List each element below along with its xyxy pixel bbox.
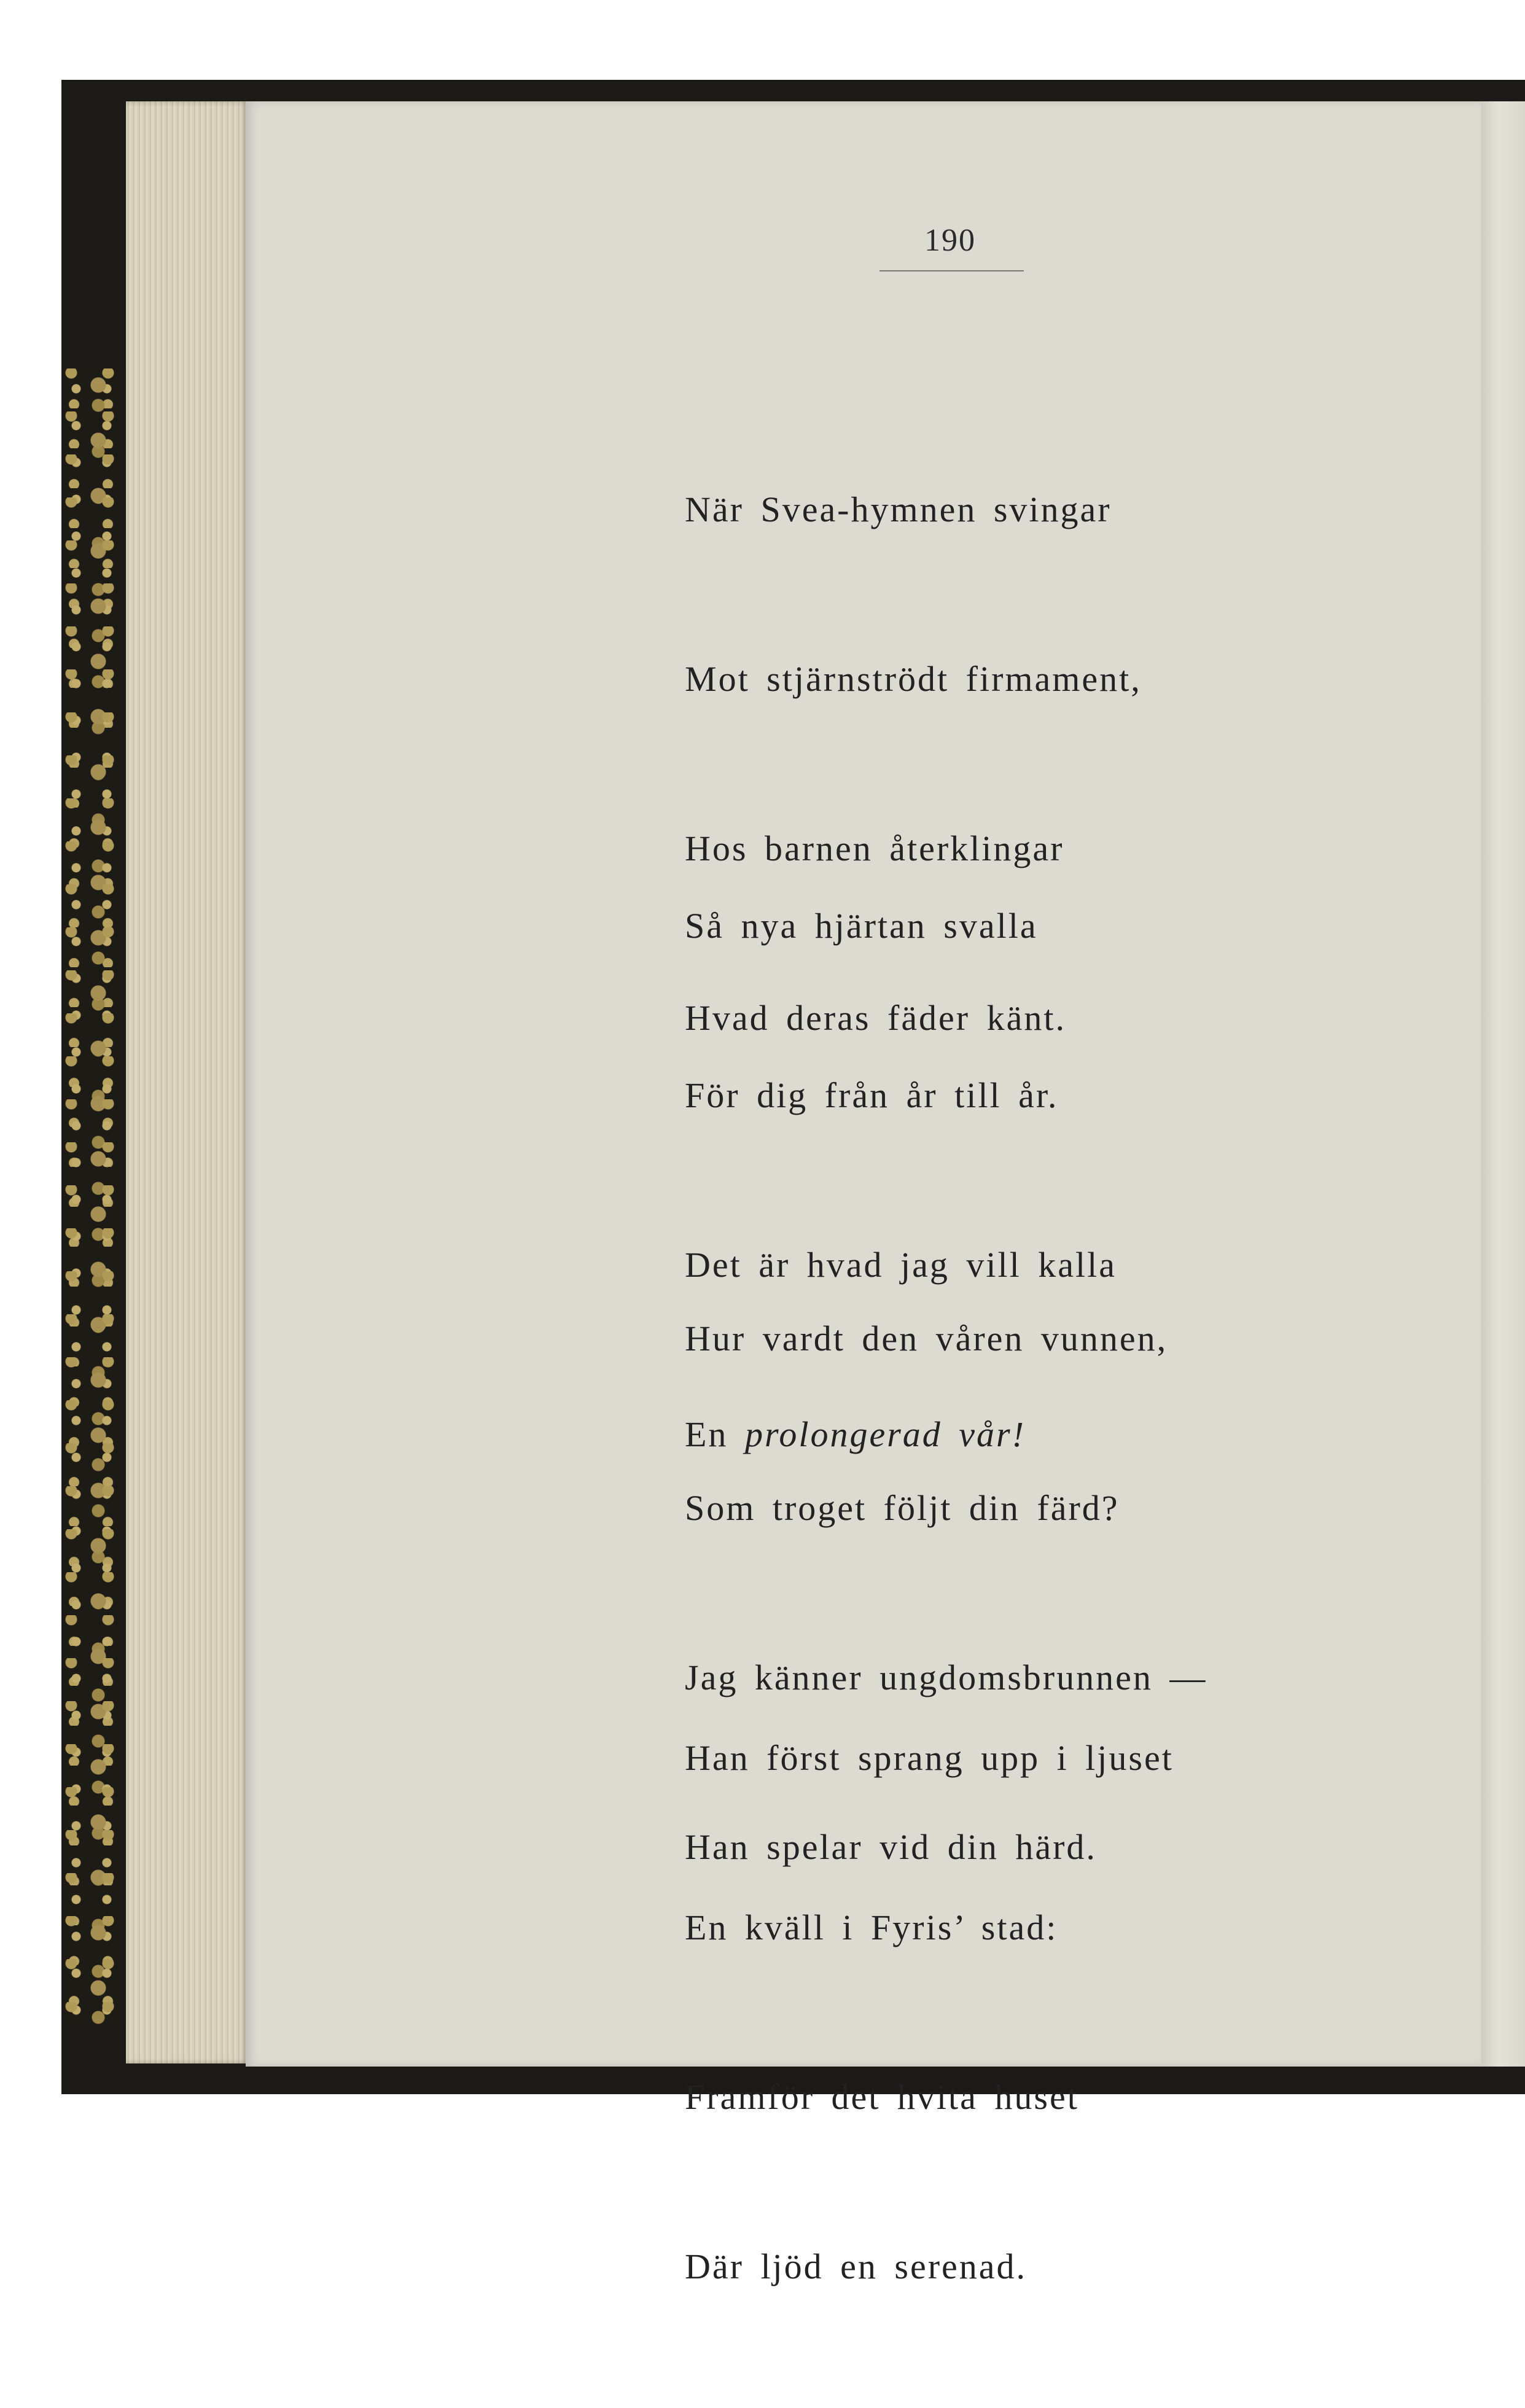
verse-italic-emphasis: prolongerad vår!: [744, 1414, 1026, 1454]
verse-line: Så nya hjärtan svalla: [685, 906, 1038, 946]
verse-line: Hur vardt den våren vunnen,: [685, 1319, 1168, 1358]
marbled-edge: [64, 368, 131, 2027]
stanza-4: [685, 1617, 1174, 2408]
verse-line: Där ljöd en serenad.: [685, 2246, 1028, 2286]
verse-line: En kväll i Fyris’ stad:: [685, 1907, 1058, 1947]
page-number-rule: [880, 270, 1024, 271]
verse-line: Mot stjärnströdt firmament,: [685, 659, 1142, 699]
verse-line: Som troget följt din färd?: [685, 1488, 1120, 1528]
verse-line: Hos barnen återklingar: [685, 828, 1064, 868]
verse-line: Han först sprang upp i ljuset: [685, 1738, 1174, 1778]
verse-line: Han spelar vid din härd.: [685, 1827, 1097, 1867]
verse-prefix: En: [685, 1414, 745, 1454]
verse-line: Jag känner ungdomsbrunnen —: [685, 1658, 1207, 1697]
verse-line: För dig från år till år.: [685, 1075, 1059, 1115]
page-number: 190: [924, 223, 976, 258]
verse-line: Hvad deras fäder känt.: [685, 998, 1066, 1038]
next-page-edge: [1481, 101, 1525, 2067]
verse-line: När Svea-hymnen svingar: [685, 489, 1112, 529]
page-edges: [126, 101, 249, 2063]
verse-line: Framför det hvita huset: [685, 2077, 1079, 2117]
verse-line: Det är hvad jag vill kalla: [685, 1245, 1117, 1285]
